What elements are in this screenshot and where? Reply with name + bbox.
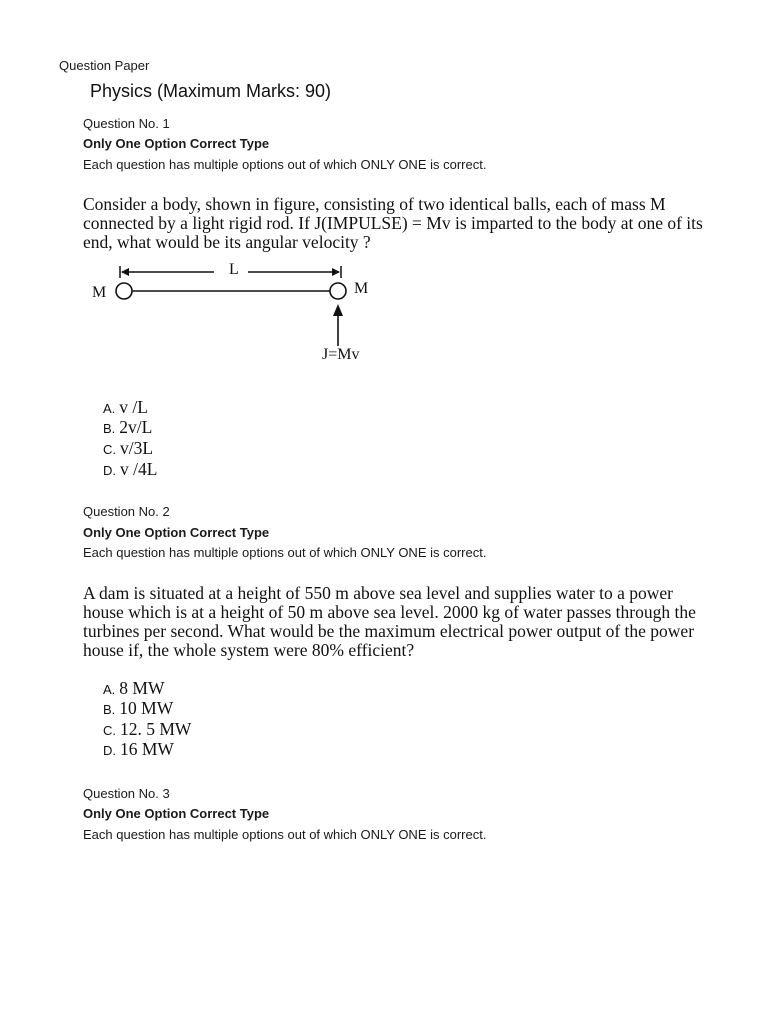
option-label: A. [103,682,116,697]
option-c[interactable] [103,719,191,740]
option-text: v/3L [120,438,154,458]
length-arrowhead-left [121,268,129,276]
option-label: A. [103,401,116,416]
option-text: 12. 5 MW [120,719,192,739]
ball-right [330,283,346,299]
option-text: v /4L [120,459,158,479]
option-b[interactable] [103,417,152,438]
option-label: C. [103,723,116,738]
question-type: Only One Option Correct Type [83,525,270,540]
paper-label: Question Paper [59,58,150,73]
option-text: 8 MW [119,678,165,698]
question-type: Only One Option Correct Type [83,806,270,821]
left-mass-label: M [92,284,107,301]
impulse-label: J=Mv [322,346,360,363]
question-number: Question No. 2 [83,504,170,519]
option-d[interactable] [103,459,157,480]
right-mass-label: M [354,280,369,297]
question-instruction: Each question has multiple options out of which ONLY ONE is correct. [83,545,487,560]
page-title: Physics (Maximum Marks: 90) [90,81,332,101]
option-text: 10 MW [119,698,174,718]
option-a[interactable] [103,397,148,418]
option-label: B. [103,702,116,717]
impulse-arrowhead [333,304,343,316]
option-d[interactable] [103,739,174,760]
option-label: D. [103,743,116,758]
question-type: Only One Option Correct Type [83,136,270,151]
question-text: Consider a body, shown in figure, consisting of two identical balls, each of mass M connected by a light rigid rod. If J(IMPULSE) = Mv is imparted to the body at one of its end, what would be its angular velocity ? [83,194,703,252]
option-label: D. [103,463,116,478]
option-b[interactable] [103,698,173,719]
option-label: B. [103,421,116,436]
question-instruction: Each question has multiple options out of which ONLY ONE is correct. [83,827,487,842]
length-label: L [229,261,239,278]
option-label: C. [103,442,116,457]
length-arrowhead-right [332,268,340,276]
question-number: Question No. 3 [83,786,170,801]
ball-left [116,283,132,299]
question-instruction: Each question has multiple options out of which ONLY ONE is correct. [83,157,487,172]
question-number: Question No. 1 [83,116,170,131]
question-text: A dam is situated at a height of 550 m above sea level and supplies water to a power house which is at a height of 50 m above sea level. 2000 kg of water passes through the turbines per second. What would be the maximum electrical power output of the power house if, the whole system were 80% efficient? [83,583,696,660]
option-text: v /L [119,397,148,417]
option-c[interactable] [103,438,153,459]
option-text: 16 MW [120,739,174,759]
option-a[interactable] [103,678,165,699]
option-text: 2v/L [119,417,153,437]
